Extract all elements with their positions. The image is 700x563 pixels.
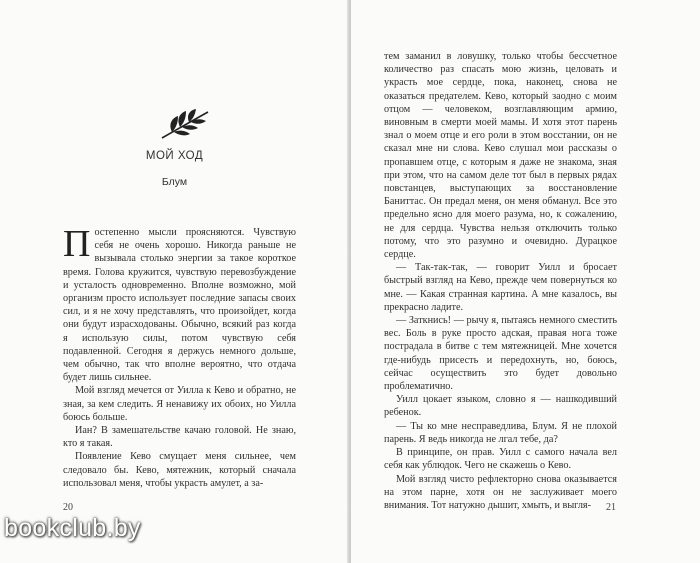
chapter-subtitle: Блум <box>161 176 188 188</box>
paragraph: Постепенно мысли проясняются. Чувствую себя не очень хорошо. Никогда раньше не вызывала столько энергии за такое короткое время. Голова кружится, чувствую перевозбуждение и усталость одновременно. Вполне возможно, мой организм просто использует последние запасы своих сил, и я не хочу представлять, что произойдет, когда они будут израсходованы. Обычно, всякий раз когда я использую силы, потом чувствую себя подавленной. Сегодня я держусь немного дольше, чем обычно, так что вполне вероятно, что отдача будет лишь сильнее. <box>63 223 296 384</box>
paragraph: — Так-так-так, — говорит Уилл и бросает быстрый взгляд на Кево, прежде чем повернуться ко мне. — Какая странная картина. А мне казалось, вы прекрасно ладите. <box>384 262 617 313</box>
paragraph: Мой взгляд мечется от Уилла к Кево и обратно, не зная, за кем следить. Я ненавижу их обоих, но Уилла боюсь больше. <box>63 385 296 423</box>
leaf-branch-icon <box>158 108 212 142</box>
paragraph: — Ты ко мне несправедлива, Блум. Я не плохой парень. Я ведь никогда не лгал тебе, да? <box>384 420 617 445</box>
page-number-left: 20 <box>63 502 73 513</box>
paragraph: Появление Кево смущает меня сильнее, чем следовало бы. Кево, мятежник, который сначала использовал меня, чтобы украсть амулет, а за- <box>63 451 296 489</box>
left-page-text <box>63 223 296 490</box>
page-number-right: 21 <box>606 502 616 513</box>
right-page-text <box>384 50 617 512</box>
chapter-title: МОЙ ХОД <box>145 150 204 162</box>
site-watermark: bookclub.by <box>4 514 141 542</box>
paragraph: тем заманил в ловушку, только чтобы бессчетное количество раз спасать мою жизнь, целовать и украсть мое сердце, пока, наконец, снова не оказаться предателем. Кево, который заодно с моим отцом — человеком, возглавляющим армию, виновным в смерти моей мамы. И хотя этот парень знал о моем отце и его роли в этом восстании, он не сказал мне ни слова. Кево слушал мои рассказы о пропавшем отце, с которым я даже не знакома, зная при этом, что на самом деле тот был в первых рядах повстанцев, выступающих за восстановление Баниттас. Он предал меня, он меня обманул. Все это предельно ясно для моего разума, но, к сожалению, не для сердца. Чувства нельзя отключить только потому, что это разумно и очевидно. Дурацкое сердце. <box>384 51 617 261</box>
drop-cap: П <box>63 223 91 265</box>
paragraph: Уилл цокает языком, словно я — нашкодивший ребенок. <box>384 394 617 419</box>
paragraph: Иан? В замешательстве качаю головой. Не знаю, кто я такая. <box>63 425 296 450</box>
paragraph: В принципе, он прав. Уилл с самого начала вел себя как ублюдок. Чего не скажешь о Кево. <box>384 447 617 472</box>
paragraph: Мой взгляд чисто рефлекторно снова оказывается на этом парне, хотя он не заслуживает моего внимания. Тот натужно дышит, хмыть, и выгля- <box>384 473 617 511</box>
left-page <box>0 0 349 563</box>
paragraph: — Заткнись! — рычу я, пытаясь немного сместить вес. Боль в руке просто адская, правая нога тоже пострадала в битве с тем мятежницей. Мне хочется где-нибудь присесть и передохнуть, но, боюсь, сейчас осуществить это будет довольно проблематично. <box>384 315 617 393</box>
